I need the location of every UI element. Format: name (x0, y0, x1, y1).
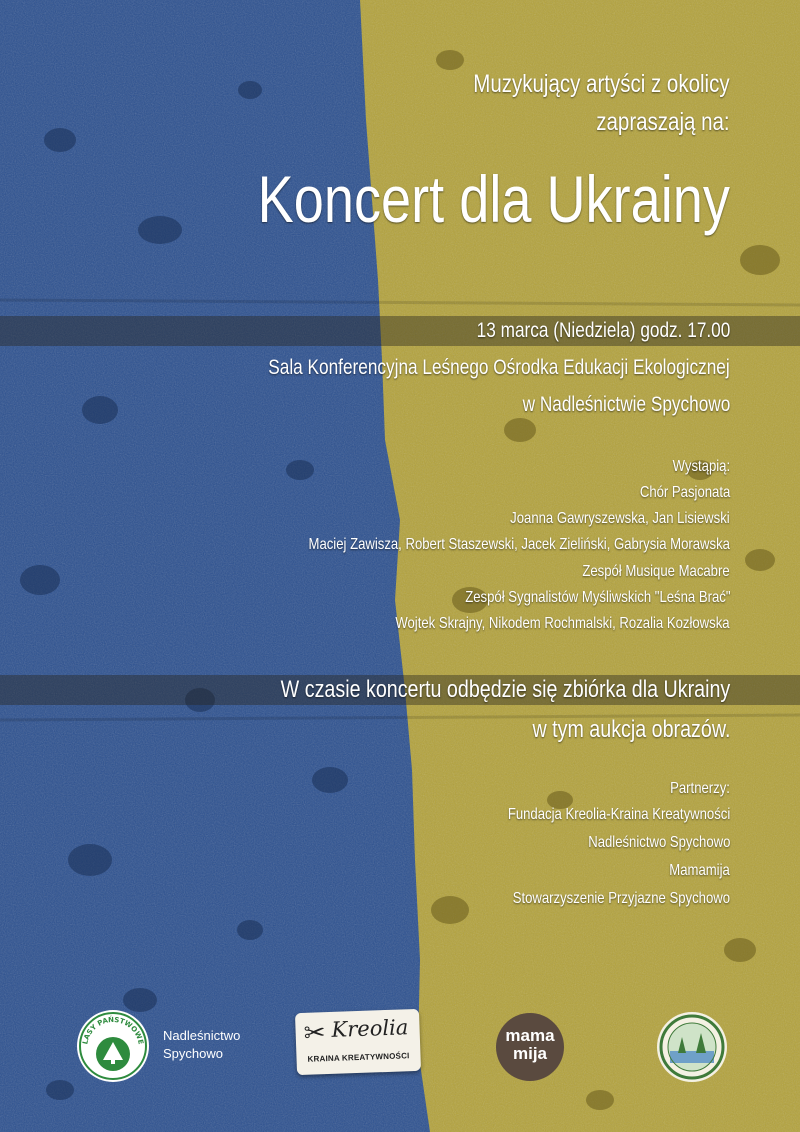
mamamija-line-2: mija (512, 1044, 548, 1063)
event-venue-line-1: Sala Konferencyjna Leśnego Ośrodka Edukacji Ekologicznej (268, 356, 730, 379)
fundraiser-line-2: w tym aukcja obrazów. (532, 716, 730, 743)
fundraiser-line-1: W czasie koncertu odbędzie się zbiórka dla Ukrainy (280, 676, 730, 703)
nadlesnictwo-line: Nadleśnictwo (163, 1028, 241, 1043)
performer-item: Maciej Zawisza, Robert Staszewski, Jacek Zieliński, Gabrysia Morawska (308, 536, 730, 553)
scissors-icon: ✂ (303, 1017, 326, 1048)
partner-item: Mamamija (669, 862, 730, 879)
nadlesnictwo-spychowo-logo-text (163, 1027, 240, 1063)
kreolia-subtitle: KRAINA KREATYWNOŚCI (307, 1051, 410, 1064)
mamamija-logo (496, 1013, 564, 1081)
stowarzyszenie-przyjazne-spychowo-logo (656, 1011, 728, 1083)
invite-line-1: Muzykujący artyści z okolicy (473, 70, 730, 98)
performer-item: Joanna Gawryszewska, Jan Lisiewski (510, 510, 730, 527)
performers-heading: Wystąpią: (672, 458, 730, 475)
partner-item: Nadleśnictwo Spychowo (587, 834, 730, 851)
event-venue-line-2: w Nadleśnictwie Spychowo (522, 393, 730, 416)
invite-line-2: zapraszają na: (596, 108, 730, 136)
performer-item: Wojtek Skrajny, Nikodem Rochmalski, Rozalia Kozłowska (395, 615, 730, 632)
performer-item: Zespół Sygnalistów Myśliwskich "Leśna Brać" (464, 589, 730, 606)
svg-text:LASY PAŃSTWOWE: LASY PAŃSTWOWE (81, 1015, 145, 1046)
partner-item: Stowarzyszenie Przyjazne Spychowo (512, 890, 730, 907)
partner-item: Fundacja Kreolia-Kraina Kreatywności (507, 806, 730, 823)
performer-item: Chór Pasjonata (639, 484, 730, 501)
mamamija-line-1: mama (505, 1026, 555, 1045)
kreolia-name: Kreolia (331, 1015, 409, 1042)
lasy-panstwowe-logo (75, 1008, 151, 1084)
performer-item: Zespół Musique Macabre (582, 563, 730, 580)
kreolia-logo (295, 1009, 421, 1075)
event-datetime: 13 marca (Niedziela) godz. 17.00 (476, 319, 730, 342)
spychowo-line: Spychowo (163, 1046, 223, 1061)
partners-heading: Partnerzy: (670, 780, 730, 797)
event-title: Koncert dla Ukrainy (257, 162, 730, 236)
